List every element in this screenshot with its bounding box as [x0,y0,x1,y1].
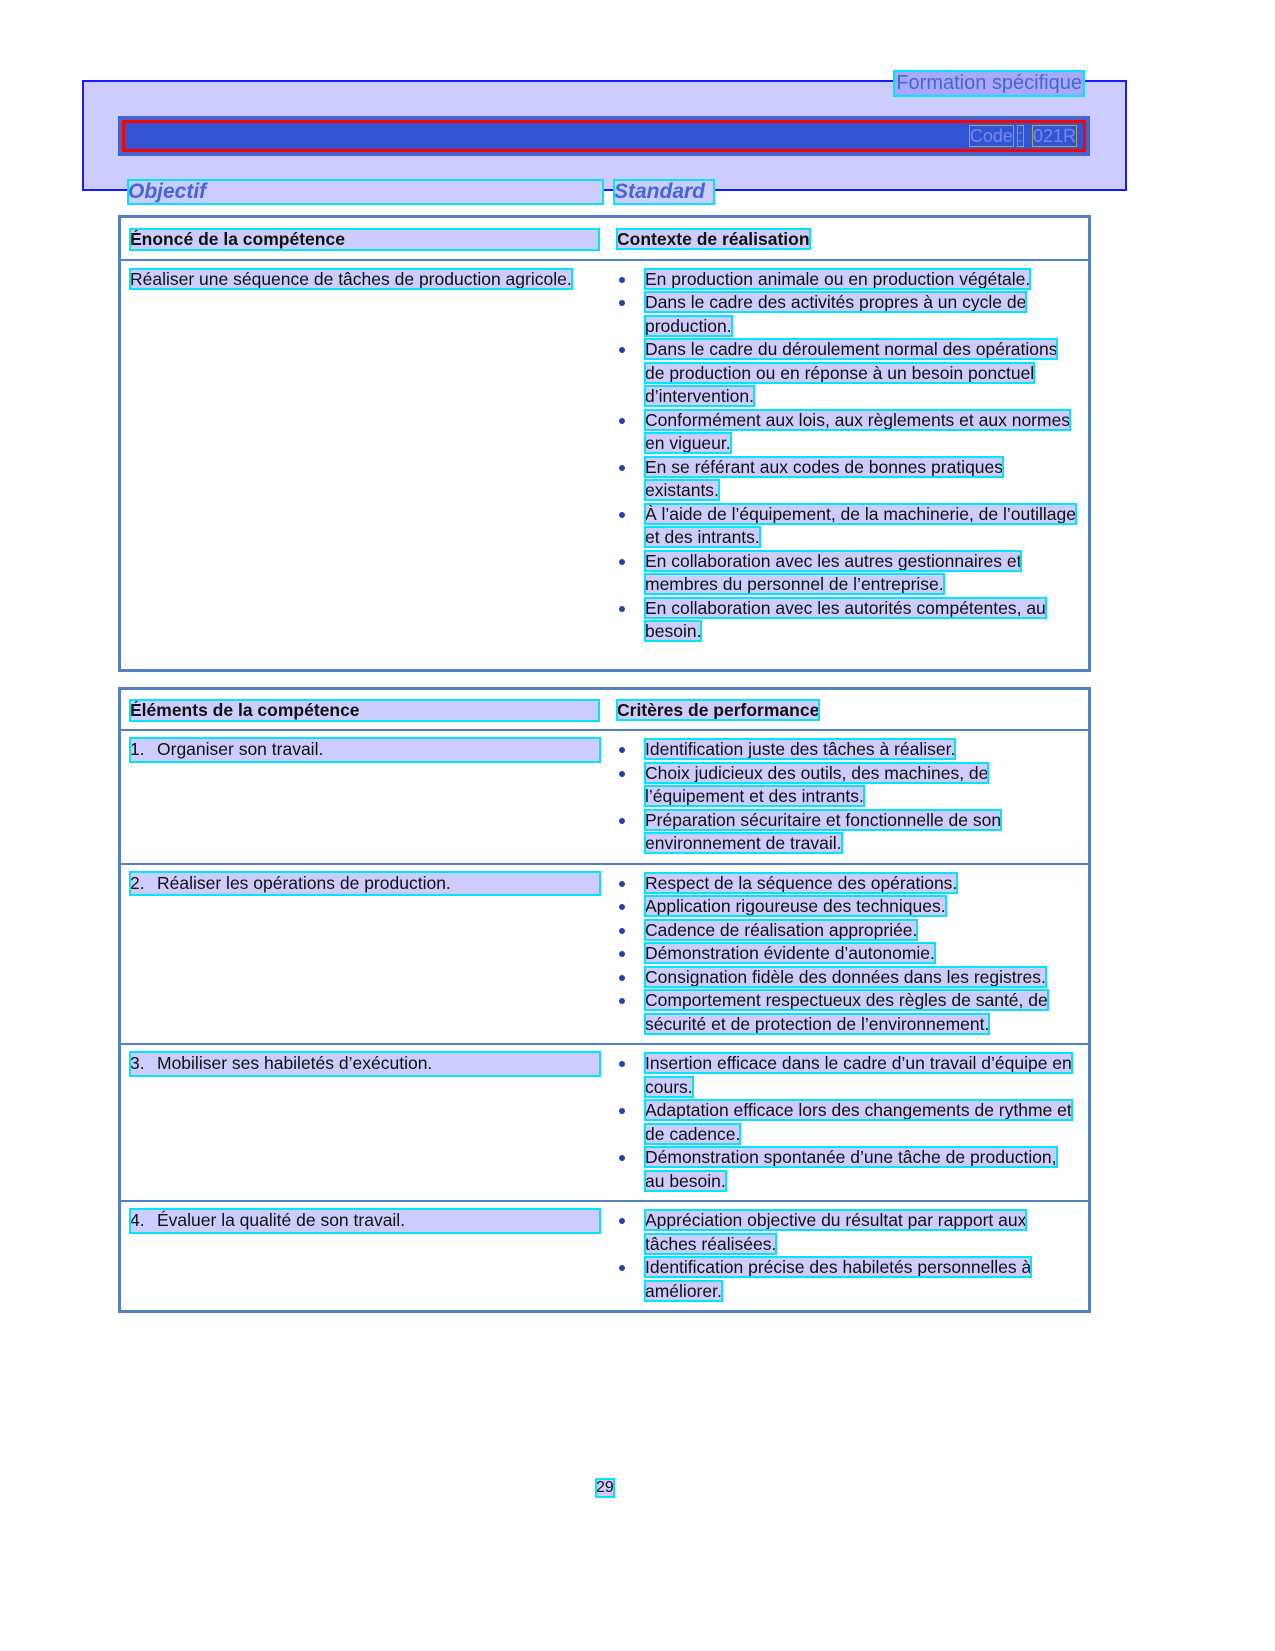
contexte-list [617,268,1080,644]
critere-item [617,738,1080,762]
critere-item [617,1052,1080,1099]
critere-text: Insertion efficace dans le cadre d’un travail d’équipe en cours. [645,1053,1072,1097]
critere-item [617,966,1080,990]
criteres-list [617,738,1080,856]
critere-text: Respect de la séquence des opérations. [645,872,958,893]
critere-text: Démonstration évidente d’autonomie. [645,943,935,963]
element-text [130,1209,600,1233]
contexte-text: En collaboration avec les autres gestionnaires et membres du personnel de l’entreprise. [645,550,1022,595]
code-label: Code [969,126,1013,146]
critere-text: Application rigoureuse des techniques. [645,896,946,916]
col-header-elements: Éléments de la compétence [130,700,599,721]
table-row [120,730,1090,864]
critere-item [617,1099,1080,1146]
critere-item [617,1146,1080,1193]
contexte-item [617,409,1080,456]
critere-text: Identification juste des tâches à réaliser. [645,739,956,759]
element-number: 3. [130,1053,145,1073]
critere-item [617,895,1080,919]
critere-text: Adaptation efficace lors des changements de rythme et de cadence. [645,1100,1072,1144]
criteres-list [617,1052,1080,1193]
table-row [120,1044,1090,1201]
critere-text: Choix judicieux des outils, des machines, de l’équipement et des intrants. [645,762,989,806]
competence-table [118,215,1091,672]
critere-text: Préparation sécuritaire et fonctionnelle de son environnement de travail. [645,809,1002,853]
critere-item [617,1256,1080,1303]
element-number: 1. [130,739,145,759]
contexte-text: Dans le cadre du déroulement normal des opérations de production ou en réponse à un besoin ponctuel d’intervention. [645,339,1058,407]
contexte-text: En production animale ou en production végétale. [645,268,1031,289]
element-label: Organiser son travail. [157,739,324,759]
criteres-list [617,872,1080,1037]
element-text [130,738,600,762]
critere-item [617,872,1080,896]
element-label: Évaluer la qualité de son travail. [157,1210,406,1230]
contexte-item [617,291,1080,338]
critere-text: Démonstration spontanée d’une tâche de production, au besoin. [645,1147,1057,1191]
contexte-text: Dans le cadre des activités propres à un cycle de production. [645,292,1027,336]
element-text [130,872,600,896]
element-label: Mobiliser ses habiletés d’exécution. [157,1053,433,1073]
standard-heading: Standard [614,180,714,204]
critere-text: Consignation fidèle des données dans les registres. [645,966,1046,987]
critere-text: Comportement respectueux des règles de santé, de sécurité et de protection de l’environnement. [645,990,1048,1034]
table-row [120,864,1090,1045]
critere-item [617,762,1080,809]
contexte-item [617,503,1080,550]
code-bar [118,116,1090,156]
code-value: 021R [1032,126,1076,146]
critere-text: Appréciation objective du résultat par rapport aux tâches réalisées. [645,1210,1027,1254]
col-header-criteres: Critères de performance [617,700,820,720]
elements-table [118,687,1091,1313]
contexte-item [617,550,1080,597]
col-header-enonce: Énoncé de la compétence [130,229,599,250]
element-number: 2. [130,872,145,893]
contexte-item [617,338,1080,409]
critere-item [617,809,1080,856]
critere-item [617,942,1080,966]
objectif-heading: Objectif [128,180,603,204]
table-row [120,1201,1090,1312]
formation-title: Formation spécifique [896,72,1082,94]
contexte-item [617,268,1080,292]
element-number: 4. [130,1210,145,1230]
contexte-text: En se référant aux codes de bonnes pratiques existants. [645,456,1004,501]
critere-item [617,989,1080,1036]
col-header-contexte: Contexte de réalisation [617,228,810,249]
contexte-text: À l’aide de l’équipement, de la machinerie, de l’outillage et des intrants. [645,503,1076,548]
critere-text: Cadence de réalisation appropriée. [645,919,918,940]
critere-item [617,1209,1080,1256]
contexte-text: Conformément aux lois, aux règlements et aux normes en vigueur. [645,409,1071,454]
contexte-item [617,597,1080,644]
element-label: Réaliser les opérations de production. [157,872,451,893]
page-number: 29 [596,1479,614,1496]
element-text [130,1052,600,1076]
critere-text: Identification précise des habiletés personnelles à améliorer. [645,1257,1032,1301]
criteres-list [617,1209,1080,1303]
critere-item [617,919,1080,943]
code-sep: : [1017,126,1023,146]
program-code [970,126,1076,147]
enonce-text: Réaliser une séquence de tâches de production agricole. [130,268,572,289]
contexte-text: En collaboration avec les autorités compétentes, au besoin. [645,597,1046,642]
contexte-item [617,456,1080,503]
